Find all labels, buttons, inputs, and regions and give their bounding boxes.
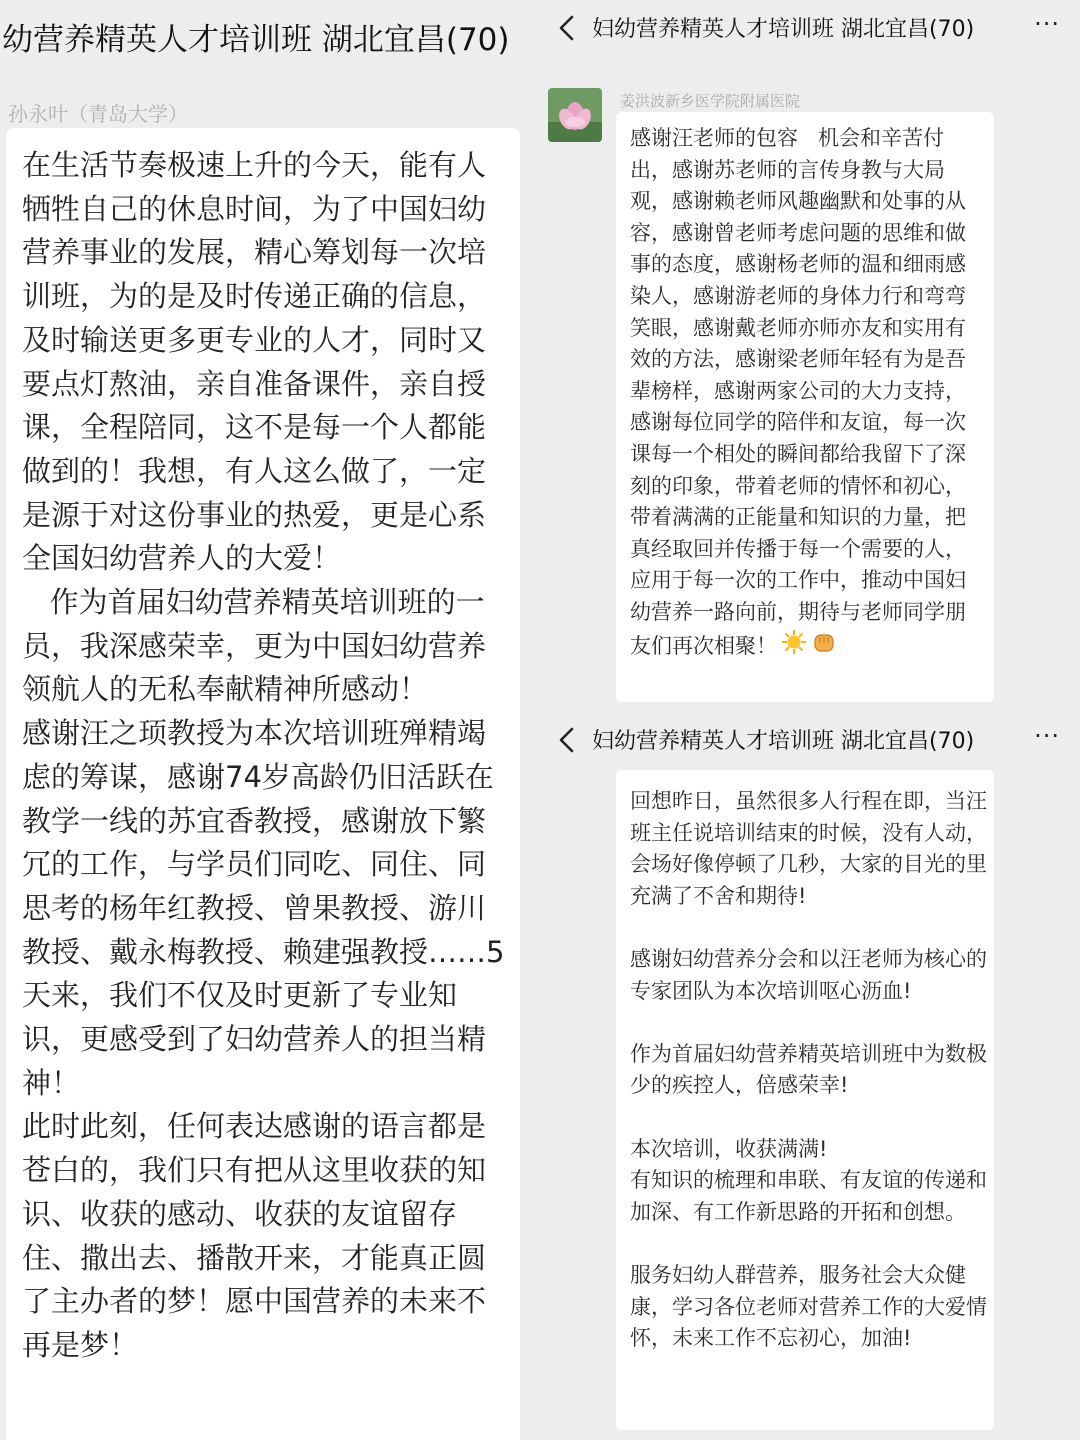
message-text [630,123,986,664]
back-arrow-icon[interactable] [556,14,578,42]
sender-name: 孙永叶（青岛大学） [8,102,188,126]
fist-emoji-icon [811,629,837,665]
sender-name: 姜洪波新乡医学院附属医院 [620,92,801,110]
more-options-icon[interactable]: ··· [1034,722,1060,750]
nav-bar [540,0,1080,56]
right-top-chat-screenshot [540,0,1080,712]
nav-bar [540,712,1080,768]
back-arrow-icon[interactable] [556,726,578,754]
chat-title: 妇幼营养精英人才培训班 湖北宜昌(70) [592,17,975,42]
message-paragraph: 服务妇幼人群营养，服务社会大众健康，学习各位老师对营养工作的大爱情怀，未来工作不忘初心，加油! [630,1262,987,1351]
chat-title: 妇幼营养精英人才培训班 湖北宜昌(70) [592,729,975,754]
more-options-icon[interactable]: ··· [1034,10,1060,38]
message-text [630,786,990,1386]
right-bottom-chat-screenshot [540,712,1080,1440]
message-text: 在生活节奏极速上升的今天，能有人牺牲自己的休息时间，为了中国妇幼营养事业的发展，精心筹划每一次培训班，为的是及时传递正确的信息，及时输送更多更专业的人才，同时又要点灯熬油，亲自准备课件，亲自授课，全程陪同，这不是每一个人都能做到的！我想，有人这么做了，一定是源于对这份事业的热爱，更是心系全国妇幼营养人的大爱！ 作为首届妇幼营养精英培训班的一员，我深感荣幸，更为中国妇幼营养领航人的无私奉献精神所感动！ 感谢汪之顼教授为本次培训班殚精竭虑的筹谋，感谢74岁高龄仍旧活跃在教学一线的苏宜香教授，感谢放下繁冗的工作，与学员们同吃、同住、同思考的杨年红教授、曾果教授、游川教授、戴永梅教授、赖建强教授……5天来，我们不仅及时更新了专业知识，更感受到了妇幼营养人的担当精神！ 此时此刻，任何表达感谢的语言都是苍白的，我们只有把从这里收获的知识、收获的感动、收获的友谊留存住、撒出去、播散开来，才能真正圆了主办者的梦！愿中国营养的未来不再是梦！ [22,148,505,1362]
lotus-avatar-icon [548,88,602,142]
message-paragraph: 感谢妇幼营养分会和以汪老师为核心的专家团队为本次培训呕心沥血! [630,946,987,1003]
message-paragraph: 作为首届妇幼营养精英培训班中为数极少的疾控人，倍感荣幸! [630,1041,987,1098]
sun-emoji-icon [781,629,807,665]
message-body: 感谢汪老师的包容 机会和辛苦付出，感谢苏老师的言传身教与大局观，感谢赖老师风趣幽默和处事的从容，感谢曾老师考虑问题的思维和做事的态度，感谢杨老师的温和细雨感染人，感谢游老师的身体力行和弯弯笑眼，感谢戴老师亦师亦友和实用有效的方法，感谢梁老师年轻有为是吾辈榜样，感谢两家公司的大力支持，感谢每位同学的陪伴和友谊，每一次课每一个相处的瞬间都给我留下了深刻的印象，带着老师的情怀和初心，带着满满的正能量和知识的力量，把真经取回并传播于每一个需要的人，应用于每一次的工作中，推动中国妇幼营养一路向前，期待与老师同学朋友们再次相聚！ [630,126,966,658]
chat-title: 幼营养精英人才培训班 湖北宜昌(70) [2,22,510,58]
message-paragraph: 本次培训，收获满满! 有知识的梳理和串联、有友谊的传递和加深、有工作新思路的开拓和创想。 [630,1136,987,1224]
avatar[interactable] [548,88,602,142]
message-paragraph: 回想昨日，虽然很多人行程在即，当汪班主任说培训结束的时候，没有人动，会场好像停顿了几秒，大家的目光的里充满了不舍和期待! [630,789,987,908]
